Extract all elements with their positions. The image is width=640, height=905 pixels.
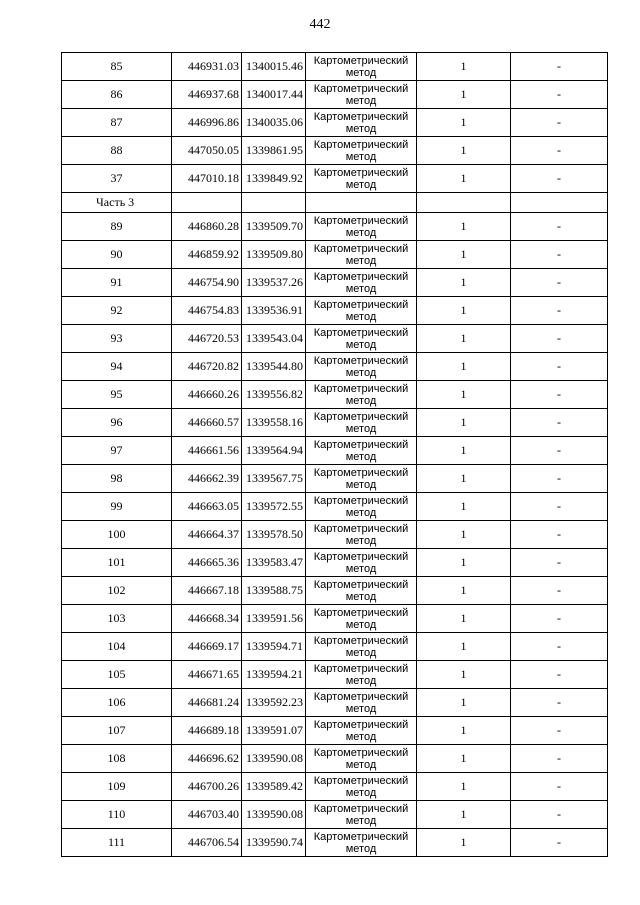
point-number-cell: 86 <box>62 81 172 109</box>
table-row <box>62 717 608 745</box>
table-row <box>62 661 608 689</box>
x-coordinate-cell: 446663.05 <box>172 493 242 521</box>
y-coordinate-cell: 1339594.71 <box>242 633 306 661</box>
note-cell: - <box>511 325 608 353</box>
x-coordinate-cell: 446720.53 <box>172 325 242 353</box>
table-cell <box>172 193 242 213</box>
y-coordinate-cell: 1339590.74 <box>242 829 306 857</box>
point-number-cell: 106 <box>62 689 172 717</box>
x-coordinate-cell: 446665.36 <box>172 549 242 577</box>
x-coordinate-cell: 446859.92 <box>172 241 242 269</box>
method-line-2: метод <box>345 479 377 491</box>
accuracy-cell: 1 <box>417 689 511 717</box>
method-line-2: метод <box>345 759 377 771</box>
x-coordinate-cell: 446662.39 <box>172 465 242 493</box>
accuracy-cell: 1 <box>417 577 511 605</box>
y-coordinate-cell: 1339509.80 <box>242 241 306 269</box>
method-line-2: метод <box>345 507 377 519</box>
method-cell <box>306 137 417 165</box>
y-coordinate-cell: 1339544.80 <box>242 353 306 381</box>
point-number-cell: 111 <box>62 829 172 857</box>
table-row <box>62 241 608 269</box>
method-line-2: метод <box>345 227 377 239</box>
note-cell: - <box>511 521 608 549</box>
accuracy-cell: 1 <box>417 353 511 381</box>
point-number-cell: 98 <box>62 465 172 493</box>
point-number-cell: 110 <box>62 801 172 829</box>
table-cell <box>417 193 511 213</box>
method-line-2: метод <box>345 787 377 799</box>
method-cell <box>306 437 417 465</box>
table-row <box>62 745 608 773</box>
y-coordinate-cell: 1339556.82 <box>242 381 306 409</box>
method-cell <box>306 521 417 549</box>
accuracy-cell: 1 <box>417 661 511 689</box>
table-cell <box>242 193 306 213</box>
accuracy-cell: 1 <box>417 437 511 465</box>
method-line-1: Картометрический <box>313 383 409 395</box>
method-line-1: Картометрический <box>313 355 409 367</box>
method-line-2: метод <box>345 179 377 191</box>
method-line-1: Картометрический <box>313 299 409 311</box>
note-cell: - <box>511 409 608 437</box>
point-number-cell: 99 <box>62 493 172 521</box>
method-line-1: Картометрический <box>313 495 409 507</box>
method-line-1: Картометрический <box>313 167 409 179</box>
accuracy-cell: 1 <box>417 773 511 801</box>
method-line-2: метод <box>345 311 377 323</box>
method-line-2: метод <box>345 123 377 135</box>
y-coordinate-cell: 1339509.70 <box>242 213 306 241</box>
coordinates-table <box>61 52 608 857</box>
x-coordinate-cell: 446671.65 <box>172 661 242 689</box>
table-row <box>62 325 608 353</box>
method-line-2: метод <box>345 95 377 107</box>
table-row <box>62 81 608 109</box>
table-row <box>62 773 608 801</box>
method-line-1: Картометрический <box>313 579 409 591</box>
note-cell: - <box>511 773 608 801</box>
x-coordinate-cell: 446706.54 <box>172 829 242 857</box>
note-cell: - <box>511 717 608 745</box>
note-cell: - <box>511 465 608 493</box>
point-number-cell: 100 <box>62 521 172 549</box>
point-number-cell: 91 <box>62 269 172 297</box>
method-cell <box>306 409 417 437</box>
x-coordinate-cell: 446700.26 <box>172 773 242 801</box>
x-coordinate-cell: 446754.83 <box>172 297 242 325</box>
table-row <box>62 437 608 465</box>
method-line-2: метод <box>345 731 377 743</box>
note-cell: - <box>511 437 608 465</box>
note-cell: - <box>511 381 608 409</box>
method-line-1: Картометрический <box>313 831 409 843</box>
method-line-2: метод <box>345 451 377 463</box>
note-cell: - <box>511 213 608 241</box>
point-number-cell: 93 <box>62 325 172 353</box>
method-cell <box>306 325 417 353</box>
method-line-2: метод <box>345 423 377 435</box>
point-number-cell: 96 <box>62 409 172 437</box>
point-number-cell: 107 <box>62 717 172 745</box>
x-coordinate-cell: 446681.24 <box>172 689 242 717</box>
accuracy-cell: 1 <box>417 81 511 109</box>
y-coordinate-cell: 1339861.95 <box>242 137 306 165</box>
x-coordinate-cell: 446754.90 <box>172 269 242 297</box>
method-line-2: метод <box>345 675 377 687</box>
note-cell: - <box>511 241 608 269</box>
method-cell <box>306 801 417 829</box>
point-number-cell: 95 <box>62 381 172 409</box>
table-row <box>62 801 608 829</box>
method-cell <box>306 689 417 717</box>
method-line-1: Картометрический <box>313 719 409 731</box>
method-line-1: Картометрический <box>313 271 409 283</box>
method-line-1: Картометрический <box>313 691 409 703</box>
table-cell <box>511 193 608 213</box>
method-line-2: метод <box>345 843 377 855</box>
method-line-1: Картометрический <box>313 215 409 227</box>
y-coordinate-cell: 1339583.47 <box>242 549 306 577</box>
x-coordinate-cell: 447010.18 <box>172 165 242 193</box>
accuracy-cell: 1 <box>417 549 511 577</box>
y-coordinate-cell: 1339849.92 <box>242 165 306 193</box>
y-coordinate-cell: 1339558.16 <box>242 409 306 437</box>
table-row <box>62 109 608 137</box>
table-row <box>62 605 608 633</box>
method-cell <box>306 269 417 297</box>
accuracy-cell: 1 <box>417 521 511 549</box>
method-cell <box>306 661 417 689</box>
method-line-1: Картометрический <box>313 523 409 535</box>
accuracy-cell: 1 <box>417 241 511 269</box>
method-line-1: Картометрический <box>313 663 409 675</box>
table-body-part-b <box>62 213 608 857</box>
method-line-1: Картометрический <box>313 775 409 787</box>
x-coordinate-cell: 446669.17 <box>172 633 242 661</box>
method-line-1: Картометрический <box>313 111 409 123</box>
section-label: Часть 3 <box>62 193 172 213</box>
table-cell <box>306 193 417 213</box>
method-line-1: Картометрический <box>313 327 409 339</box>
note-cell: - <box>511 109 608 137</box>
method-line-2: метод <box>345 367 377 379</box>
note-cell: - <box>511 577 608 605</box>
table-row <box>62 689 608 717</box>
accuracy-cell: 1 <box>417 381 511 409</box>
accuracy-cell: 1 <box>417 109 511 137</box>
method-line-2: метод <box>345 67 377 79</box>
y-coordinate-cell: 1339567.75 <box>242 465 306 493</box>
table-row <box>62 465 608 493</box>
method-cell <box>306 465 417 493</box>
x-coordinate-cell: 446931.03 <box>172 53 242 81</box>
accuracy-cell: 1 <box>417 137 511 165</box>
y-coordinate-cell: 1339594.21 <box>242 661 306 689</box>
table-row <box>62 549 608 577</box>
note-cell: - <box>511 633 608 661</box>
method-cell <box>306 577 417 605</box>
y-coordinate-cell: 1339536.91 <box>242 297 306 325</box>
method-cell <box>306 353 417 381</box>
point-number-cell: 101 <box>62 549 172 577</box>
note-cell: - <box>511 661 608 689</box>
method-cell <box>306 241 417 269</box>
method-cell <box>306 493 417 521</box>
y-coordinate-cell: 1339591.56 <box>242 605 306 633</box>
x-coordinate-cell: 446661.56 <box>172 437 242 465</box>
note-cell: - <box>511 605 608 633</box>
x-coordinate-cell: 447050.05 <box>172 137 242 165</box>
table-row <box>62 493 608 521</box>
method-line-1: Картометрический <box>313 635 409 647</box>
method-cell <box>306 213 417 241</box>
method-line-1: Картометрический <box>313 55 409 67</box>
table-row <box>62 409 608 437</box>
note-cell: - <box>511 53 608 81</box>
method-line-1: Картометрический <box>313 467 409 479</box>
method-line-1: Картометрический <box>313 439 409 451</box>
point-number-cell: 97 <box>62 437 172 465</box>
point-number-cell: 85 <box>62 53 172 81</box>
note-cell: - <box>511 493 608 521</box>
x-coordinate-cell: 446996.86 <box>172 109 242 137</box>
note-cell: - <box>511 137 608 165</box>
method-cell <box>306 81 417 109</box>
y-coordinate-cell: 1340015.46 <box>242 53 306 81</box>
x-coordinate-cell: 446689.18 <box>172 717 242 745</box>
method-cell <box>306 381 417 409</box>
method-cell <box>306 165 417 193</box>
x-coordinate-cell: 446660.57 <box>172 409 242 437</box>
page-number: 442 <box>309 17 331 32</box>
point-number-cell: 87 <box>62 109 172 137</box>
point-number-cell: 89 <box>62 213 172 241</box>
table-row <box>62 521 608 549</box>
accuracy-cell: 1 <box>417 829 511 857</box>
note-cell: - <box>511 689 608 717</box>
method-line-1: Картометрический <box>313 411 409 423</box>
method-cell <box>306 53 417 81</box>
note-cell: - <box>511 745 608 773</box>
y-coordinate-cell: 1339572.55 <box>242 493 306 521</box>
y-coordinate-cell: 1340035.06 <box>242 109 306 137</box>
method-line-2: метод <box>345 151 377 163</box>
x-coordinate-cell: 446696.62 <box>172 745 242 773</box>
x-coordinate-cell: 446720.82 <box>172 353 242 381</box>
table-row <box>62 213 608 241</box>
x-coordinate-cell: 446937.68 <box>172 81 242 109</box>
method-line-2: метод <box>345 283 377 295</box>
table-row <box>62 297 608 325</box>
note-cell: - <box>511 829 608 857</box>
accuracy-cell: 1 <box>417 297 511 325</box>
x-coordinate-cell: 446667.18 <box>172 577 242 605</box>
table-row <box>62 633 608 661</box>
note-cell: - <box>511 801 608 829</box>
x-coordinate-cell: 446660.26 <box>172 381 242 409</box>
point-number-cell: 37 <box>62 165 172 193</box>
method-cell <box>306 773 417 801</box>
table-row <box>62 53 608 81</box>
method-cell <box>306 109 417 137</box>
method-cell <box>306 549 417 577</box>
table-body-section <box>62 193 608 213</box>
y-coordinate-cell: 1339578.50 <box>242 521 306 549</box>
accuracy-cell: 1 <box>417 53 511 81</box>
y-coordinate-cell: 1339591.07 <box>242 717 306 745</box>
table-row <box>62 165 608 193</box>
method-line-2: метод <box>345 815 377 827</box>
method-line-2: метод <box>345 339 377 351</box>
note-cell: - <box>511 549 608 577</box>
point-number-cell: 88 <box>62 137 172 165</box>
x-coordinate-cell: 446703.40 <box>172 801 242 829</box>
point-number-cell: 92 <box>62 297 172 325</box>
method-line-2: метод <box>345 703 377 715</box>
point-number-cell: 90 <box>62 241 172 269</box>
method-line-1: Картометрический <box>313 607 409 619</box>
table-row <box>62 269 608 297</box>
method-line-2: метод <box>345 255 377 267</box>
y-coordinate-cell: 1339588.75 <box>242 577 306 605</box>
table-row <box>62 381 608 409</box>
accuracy-cell: 1 <box>417 605 511 633</box>
method-line-1: Картометрический <box>313 803 409 815</box>
y-coordinate-cell: 1340017.44 <box>242 81 306 109</box>
table-row <box>62 577 608 605</box>
method-line-2: метод <box>345 619 377 631</box>
accuracy-cell: 1 <box>417 745 511 773</box>
method-cell <box>306 633 417 661</box>
table-body-part-a <box>62 53 608 193</box>
accuracy-cell: 1 <box>417 269 511 297</box>
note-cell: - <box>511 353 608 381</box>
point-number-cell: 109 <box>62 773 172 801</box>
y-coordinate-cell: 1339543.04 <box>242 325 306 353</box>
method-line-2: метод <box>345 563 377 575</box>
note-cell: - <box>511 297 608 325</box>
y-coordinate-cell: 1339537.26 <box>242 269 306 297</box>
method-cell <box>306 829 417 857</box>
note-cell: - <box>511 81 608 109</box>
method-line-2: метод <box>345 647 377 659</box>
accuracy-cell: 1 <box>417 165 511 193</box>
accuracy-cell: 1 <box>417 409 511 437</box>
accuracy-cell: 1 <box>417 801 511 829</box>
y-coordinate-cell: 1339590.08 <box>242 745 306 773</box>
method-cell <box>306 745 417 773</box>
accuracy-cell: 1 <box>417 213 511 241</box>
y-coordinate-cell: 1339590.08 <box>242 801 306 829</box>
x-coordinate-cell: 446860.28 <box>172 213 242 241</box>
point-number-cell: 103 <box>62 605 172 633</box>
point-number-cell: 105 <box>62 661 172 689</box>
table-row <box>62 137 608 165</box>
accuracy-cell: 1 <box>417 465 511 493</box>
method-line-1: Картометрический <box>313 551 409 563</box>
accuracy-cell: 1 <box>417 717 511 745</box>
y-coordinate-cell: 1339589.42 <box>242 773 306 801</box>
note-cell: - <box>511 165 608 193</box>
point-number-cell: 108 <box>62 745 172 773</box>
point-number-cell: 94 <box>62 353 172 381</box>
method-line-1: Картометрический <box>313 747 409 759</box>
method-line-1: Картометрический <box>313 139 409 151</box>
accuracy-cell: 1 <box>417 633 511 661</box>
method-cell <box>306 297 417 325</box>
method-line-2: метод <box>345 535 377 547</box>
table-row <box>62 829 608 857</box>
x-coordinate-cell: 446664.37 <box>172 521 242 549</box>
method-line-2: метод <box>345 591 377 603</box>
point-number-cell: 104 <box>62 633 172 661</box>
point-number-cell: 102 <box>62 577 172 605</box>
method-cell <box>306 717 417 745</box>
method-line-1: Картометрический <box>313 83 409 95</box>
section-row <box>62 193 608 213</box>
method-cell <box>306 605 417 633</box>
method-line-2: метод <box>345 395 377 407</box>
accuracy-cell: 1 <box>417 325 511 353</box>
x-coordinate-cell: 446668.34 <box>172 605 242 633</box>
table-row <box>62 353 608 381</box>
y-coordinate-cell: 1339564.94 <box>242 437 306 465</box>
y-coordinate-cell: 1339592.23 <box>242 689 306 717</box>
method-line-1: Картометрический <box>313 243 409 255</box>
accuracy-cell: 1 <box>417 493 511 521</box>
note-cell: - <box>511 269 608 297</box>
